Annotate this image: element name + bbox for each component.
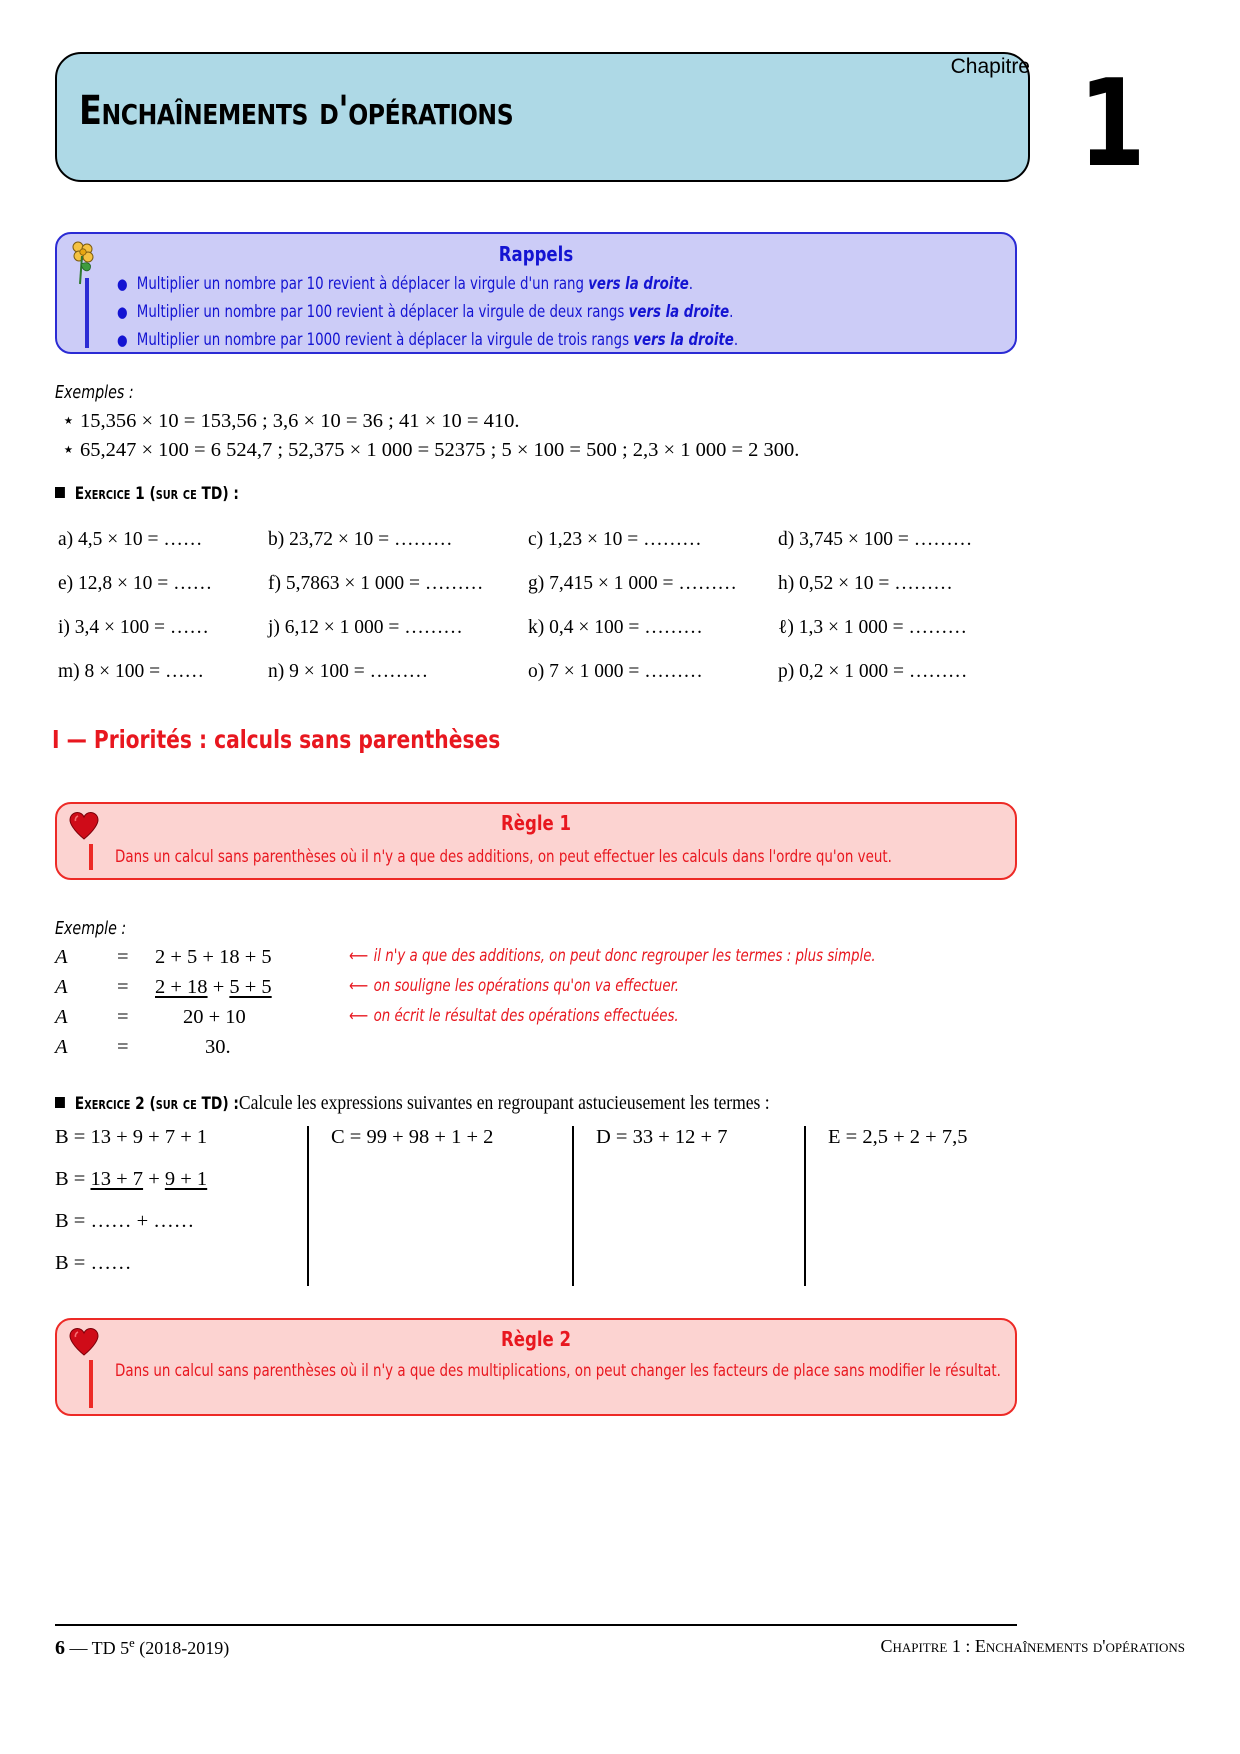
calc-row <box>55 1006 1015 1036</box>
page-number: 6 <box>55 1637 65 1659</box>
footer-left-sup: e <box>129 1636 135 1650</box>
rappel-suffix: . <box>729 302 734 321</box>
exercice2-line[interactable]: D = 33 + 12 + 7 <box>596 1126 728 1148</box>
exercice1-item-l[interactable]: ℓ) 1,3 × 1 000 = ……… <box>778 617 967 638</box>
calc-annotation <box>349 1006 679 1025</box>
footer-left-text: — TD 5 <box>65 1638 130 1658</box>
calc-variable: A <box>55 976 68 998</box>
list-item <box>117 298 907 326</box>
bullet-icon: ● <box>117 303 128 321</box>
section-heading <box>52 725 500 754</box>
regle1-text: Dans un calcul sans parenthèses où il n'y a que des additions, on peut effectuer les calculs dans l'ordre qu'on veut. <box>115 847 892 866</box>
bullet-square-icon <box>55 487 65 498</box>
line-prefix: B = <box>55 1168 91 1190</box>
exercice2-column-b <box>55 1126 307 1286</box>
exemples-label: Exemples : <box>55 382 134 403</box>
exercice1-heading-text: Exercice 1 (sur ce TD) : <box>74 484 239 504</box>
exercice2-line[interactable]: B = 13 + 9 + 7 + 1 <box>55 1126 208 1148</box>
bullet-icon: ● <box>117 331 128 349</box>
calc-annotation-text: il n'y a que des additions, on peut donc regrouper les termes : plus simple. <box>373 946 876 965</box>
exercice2-column-d <box>572 1126 804 1286</box>
calc-equals: = <box>117 946 129 968</box>
rappel-text: Multiplier un nombre par 1000 revient à déplacer la virgule de trois rangs <box>136 330 634 349</box>
calc-underlined-part: 5 + 5 <box>229 976 272 998</box>
exercice1-item-b[interactable]: b) 23,72 × 10 = ……… <box>268 529 453 550</box>
exercice1-item-m[interactable]: m) 8 × 100 = …… <box>58 661 205 682</box>
rappel-suffix: . <box>733 330 739 349</box>
exercice1-heading <box>55 484 239 504</box>
rappel-text: Multiplier un nombre par 100 revient à déplacer la virgule de deux rangs <box>136 302 629 321</box>
section-title: Priorités : calculs sans parenthèses <box>93 725 501 754</box>
rappel-emphasis: vers la droite <box>588 274 689 293</box>
exercice2-line[interactable]: B = …… + …… <box>55 1210 195 1232</box>
footer-right: Chapitre 1 : Enchaînements d'opérations <box>880 1636 1185 1656</box>
calc-equals: = <box>117 1006 129 1028</box>
exemple-line: ⋆ 65,247 × 100 = 6 524,7 ; 52,375 × 1 000 = 52375 ; 5 × 100 = 500 ; 2,3 × 1 000 = 2 300. <box>62 439 800 461</box>
rappel-emphasis: vers la droite <box>633 330 734 349</box>
calc-expression <box>155 976 272 999</box>
calc-underlined-part: 2 + 18 <box>155 976 208 998</box>
footer-left-tail: (2018-2019) <box>134 1638 230 1658</box>
exercice2-line-underlined[interactable] <box>55 1168 307 1210</box>
left-arrow-icon: ⟵ <box>349 946 367 965</box>
calc-annotation-text: on souligne les opérations qu'on va effectuer. <box>373 976 679 995</box>
exercice-row <box>58 518 1018 562</box>
exercice1-item-n[interactable]: n) 9 × 100 = ……… <box>268 661 429 682</box>
bullet-square-icon <box>55 1097 65 1108</box>
exercice-row <box>58 606 1018 650</box>
exercice1-item-k[interactable]: k) 0,4 × 100 = ……… <box>528 617 703 638</box>
calc-annotation <box>349 946 876 965</box>
calc-join: + <box>207 976 230 998</box>
regle1-accent-bar <box>89 844 93 870</box>
footer-divider <box>55 1624 1017 1626</box>
rappels-title: Rappels <box>498 242 574 266</box>
regle1-title: Règle 1 <box>500 811 572 835</box>
exercice1-item-d[interactable]: d) 3,745 × 100 = ……… <box>778 529 973 550</box>
section-dash: — <box>66 725 87 754</box>
underlined-part: 9 + 1 <box>164 1168 208 1190</box>
exemple-line: ⋆ 15,356 × 10 = 153,56 ; 3,6 × 10 = 36 ; 41 × 10 = 410. <box>62 410 520 432</box>
chapter-number: 1 <box>1078 55 1145 194</box>
rappels-accent-bar <box>85 278 89 348</box>
exercice2-column-c <box>307 1126 572 1286</box>
line-join: + <box>143 1168 165 1190</box>
exercice2-line[interactable]: E = 2,5 + 2 + 7,5 <box>828 1126 968 1148</box>
exemple-calculation-block <box>55 946 1015 1066</box>
calc-equals: = <box>117 976 129 998</box>
rappel-emphasis: vers la droite <box>628 302 730 321</box>
calc-variable: A <box>55 1006 68 1028</box>
section-number: I <box>52 725 60 754</box>
exercice2-line[interactable]: B = …… <box>55 1252 132 1274</box>
calc-variable: A <box>55 946 68 968</box>
calc-expression: 30. <box>205 1036 231 1058</box>
regle2-box <box>55 1318 1017 1416</box>
exemple-label: Exemple : <box>55 918 127 939</box>
underlined-part: 13 + 7 <box>90 1168 144 1190</box>
left-arrow-icon: ⟵ <box>349 1006 367 1025</box>
rappel-suffix: . <box>688 274 694 293</box>
page-title: Enchaînements d'opérations <box>79 88 514 134</box>
exercice2-heading <box>55 1093 770 1115</box>
exercice2-table <box>55 1126 1017 1286</box>
exercice1-item-i[interactable]: i) 3,4 × 100 = …… <box>58 617 209 638</box>
exercice1-item-h[interactable]: h) 0,52 × 10 = ……… <box>778 573 953 594</box>
calc-row <box>55 1036 1015 1066</box>
exercice-row <box>58 562 1018 606</box>
exercice2-heading-text: Exercice 2 (sur ce TD) : <box>74 1094 239 1114</box>
exercice2-line[interactable]: C = 99 + 98 + 1 + 2 <box>331 1126 494 1148</box>
regle2-accent-bar <box>89 1360 93 1408</box>
calc-row <box>55 976 1015 1006</box>
exercice1-item-j[interactable]: j) 6,12 × 1 000 = ……… <box>268 617 463 638</box>
exercice1-grid <box>58 518 1018 694</box>
exercice1-item-c[interactable]: c) 1,23 × 10 = ……… <box>528 529 702 550</box>
exercice1-item-a[interactable]: a) 4,5 × 10 = …… <box>58 529 203 550</box>
regle1-box <box>55 802 1017 880</box>
footer-left <box>55 1636 229 1660</box>
rappels-list <box>117 270 995 354</box>
left-arrow-icon: ⟵ <box>349 976 367 995</box>
calc-row <box>55 946 1015 976</box>
exercice1-item-e[interactable]: e) 12,8 × 10 = …… <box>58 573 213 594</box>
exercice1-item-g[interactable]: g) 7,415 × 1 000 = ……… <box>528 573 737 594</box>
calc-expression: 20 + 10 <box>183 1006 246 1028</box>
regle2-title: Règle 2 <box>500 1327 572 1351</box>
exercice1-item-p[interactable]: p) 0,2 × 1 000 = ……… <box>778 661 968 682</box>
rappels-box <box>55 232 1017 354</box>
calc-expression: 2 + 5 + 18 + 5 <box>155 946 272 968</box>
exercice1-item-f[interactable]: f) 5,7863 × 1 000 = ……… <box>268 573 484 594</box>
exercice2-instruction: Calcule les expressions suivantes en regroupant astucieusement les termes : <box>238 1093 770 1114</box>
chapter-label: Chapitre <box>950 55 1030 78</box>
bullet-icon: ● <box>117 275 128 293</box>
rappel-text: Multiplier un nombre par 10 revient à déplacer la virgule d'un rang <box>136 274 589 293</box>
calc-annotation <box>349 976 679 995</box>
exercice1-item-o[interactable]: o) 7 × 1 000 = ……… <box>528 661 703 682</box>
calc-annotation-text: on écrit le résultat des opérations effectuées. <box>373 1006 679 1025</box>
regle2-text: Dans un calcul sans parenthèses où il n'y a que des multiplications, on peut changer les facteurs de place sans modifier le résultat. <box>115 1361 1001 1380</box>
calc-equals: = <box>117 1036 129 1058</box>
list-item <box>117 270 907 298</box>
exercice2-column-e <box>804 1126 1017 1286</box>
exercice-row <box>58 650 1018 694</box>
calc-variable: A <box>55 1036 68 1058</box>
list-item <box>117 326 907 354</box>
title-banner <box>55 52 1030 182</box>
